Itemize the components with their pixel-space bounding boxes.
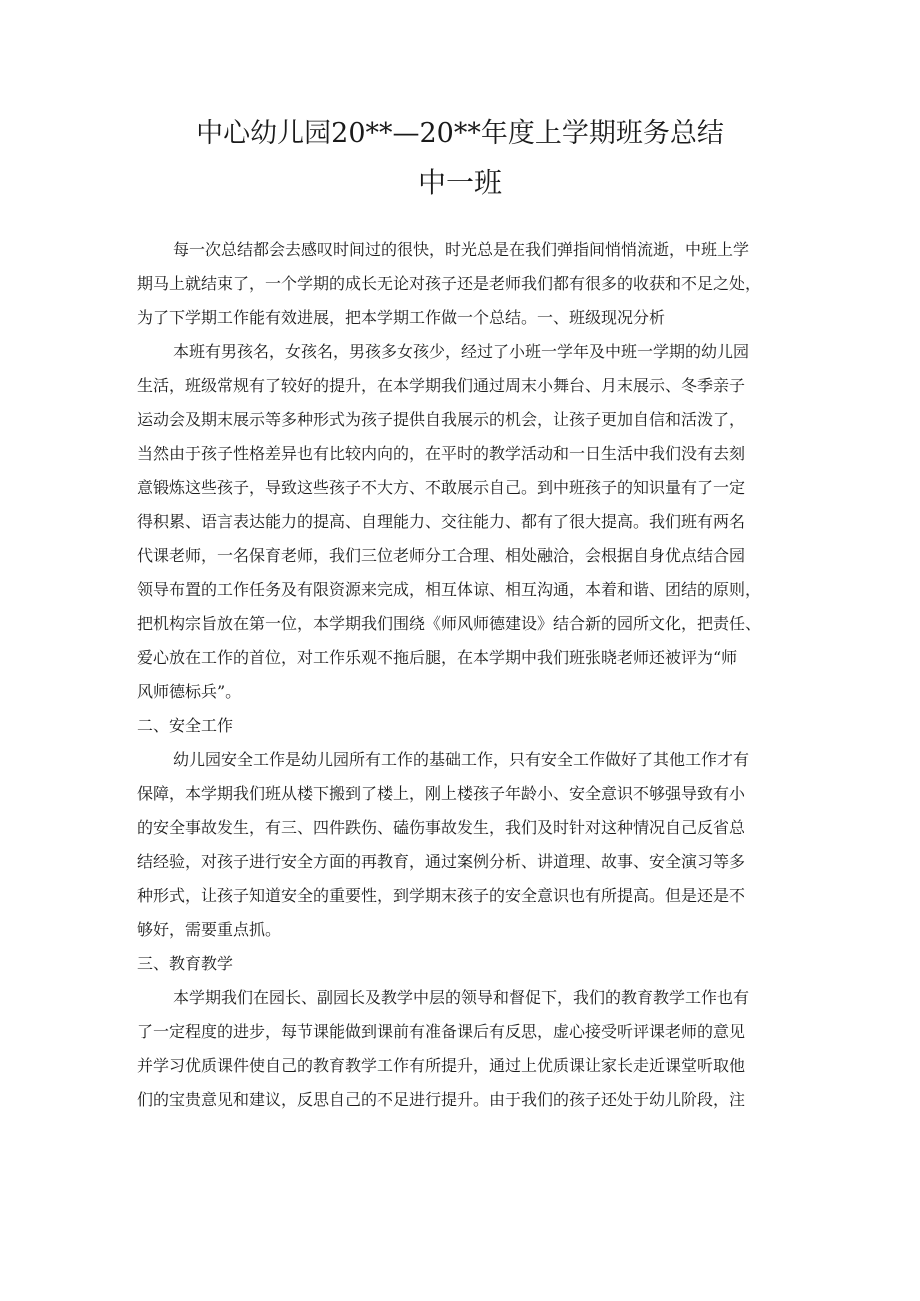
class-status-paragraph xyxy=(137,335,797,709)
text-line: 够好，需要重点抓。 xyxy=(137,920,282,939)
text-line: 风师德标兵”。 xyxy=(137,682,242,701)
text-line: 的安全事故发生，有三、四件跌伤、磕伤事故发生，我们及时针对这种情况自己反省总 xyxy=(137,818,746,837)
intro-paragraph xyxy=(137,233,797,335)
teaching-paragraph xyxy=(137,981,797,1117)
text-line: 幼儿园安全工作是幼儿园所有工作的基础工作，只有安全工作做好了其他工作才有 xyxy=(173,750,750,769)
text-line: 保障，本学期我们班从楼下搬到了楼上，刚上楼孩子年龄小、安全意识不够强导致有小 xyxy=(137,784,746,803)
text-line: 当然由于孩子性格差异也有比较内向的，在平时的教学活动和一日生活中我们没有去刻 xyxy=(137,444,746,463)
text-line: 爱心放在工作的首位，对工作乐观不拖后腿，在本学期中我们班张晓老师还被评为“师 xyxy=(137,648,738,667)
safety-paragraph xyxy=(137,743,797,947)
document-subtitle: 中一班 xyxy=(417,166,502,199)
text-line: 运动会及期末展示等多种形式为孩子提供自我展示的机会，让孩子更加自信和活泼了， xyxy=(137,410,746,429)
section-heading-safety xyxy=(137,709,797,743)
text-line: 本班有男孩名，女孩名，男孩多女孩少，经过了小班一学年及中班一学期的幼儿园 xyxy=(173,342,750,361)
document-title: 中心幼儿园20**—20**年度上学期班务总结 xyxy=(196,118,724,149)
text-line: 得积累、语言表达能力的提高、自理能力、交往能力、都有了很大提高。我们班有两名 xyxy=(137,512,746,531)
text-line: 种形式，让孩子知道安全的重要性，到学期末孩子的安全意识也有所提高。但是还是不 xyxy=(137,886,746,905)
text-line: 意锻炼这些孩子，导致这些孩子不大方、不敢展示自己。到中班孩子的知识量有了一定 xyxy=(137,478,746,497)
text-line: 把机构宗旨放在第一位，本学期我们围绕《师风师德建设》结合新的园所文化，把责任、 xyxy=(137,614,762,633)
text-line: 期马上就结束了，一个学期的成长无论对孩子还是老师我们都有很多的收获和不足之处， xyxy=(137,274,762,293)
section-heading: 三、教育教学 xyxy=(137,954,234,973)
text-line: 了一定程度的进步，每节课能做到课前有准备课后有反思，虚心接受听评课老师的意见 xyxy=(137,1022,746,1041)
document-body xyxy=(137,233,797,1117)
section-heading: 二、安全工作 xyxy=(137,716,234,735)
text-line: 结经验，对孩子进行安全方面的再教育，通过案例分析、讲道理、故事、安全演习等多 xyxy=(137,852,746,871)
text-line: 们的宝贵意见和建议，反思自己的不足进行提升。由于我们的孩子还处于幼儿阶段，注 xyxy=(137,1090,746,1109)
text-line: 并学习优质课件使自己的教育教学工作有所提升，通过上优质课让家长走近课堂听取他 xyxy=(137,1056,746,1075)
text-line: 每一次总结都会去感叹时间过的很快，时光总是在我们弹指间悄悄流逝，中班上学 xyxy=(173,240,750,259)
text-line: 本学期我们在园长、副园长及教学中层的领导和督促下，我们的教育教学工作也有 xyxy=(173,988,750,1007)
text-line: 为了下学期工作能有效进展，把本学期工作做一个总结。一、班级现况分析 xyxy=(137,308,666,327)
text-line: 代课老师，一名保育老师，我们三位老师分工合理、相处融洽，会根据自身优点结合园 xyxy=(137,546,746,565)
text-line: 领导布置的工作任务及有限资源来完成，相互体谅、相互沟通，本着和谐、团结的原则， xyxy=(137,580,762,599)
text-line: 生活，班级常规有了较好的提升，在本学期我们通过周末小舞台、月末展示、冬季亲子 xyxy=(137,376,746,395)
section-heading-teaching xyxy=(137,947,797,981)
